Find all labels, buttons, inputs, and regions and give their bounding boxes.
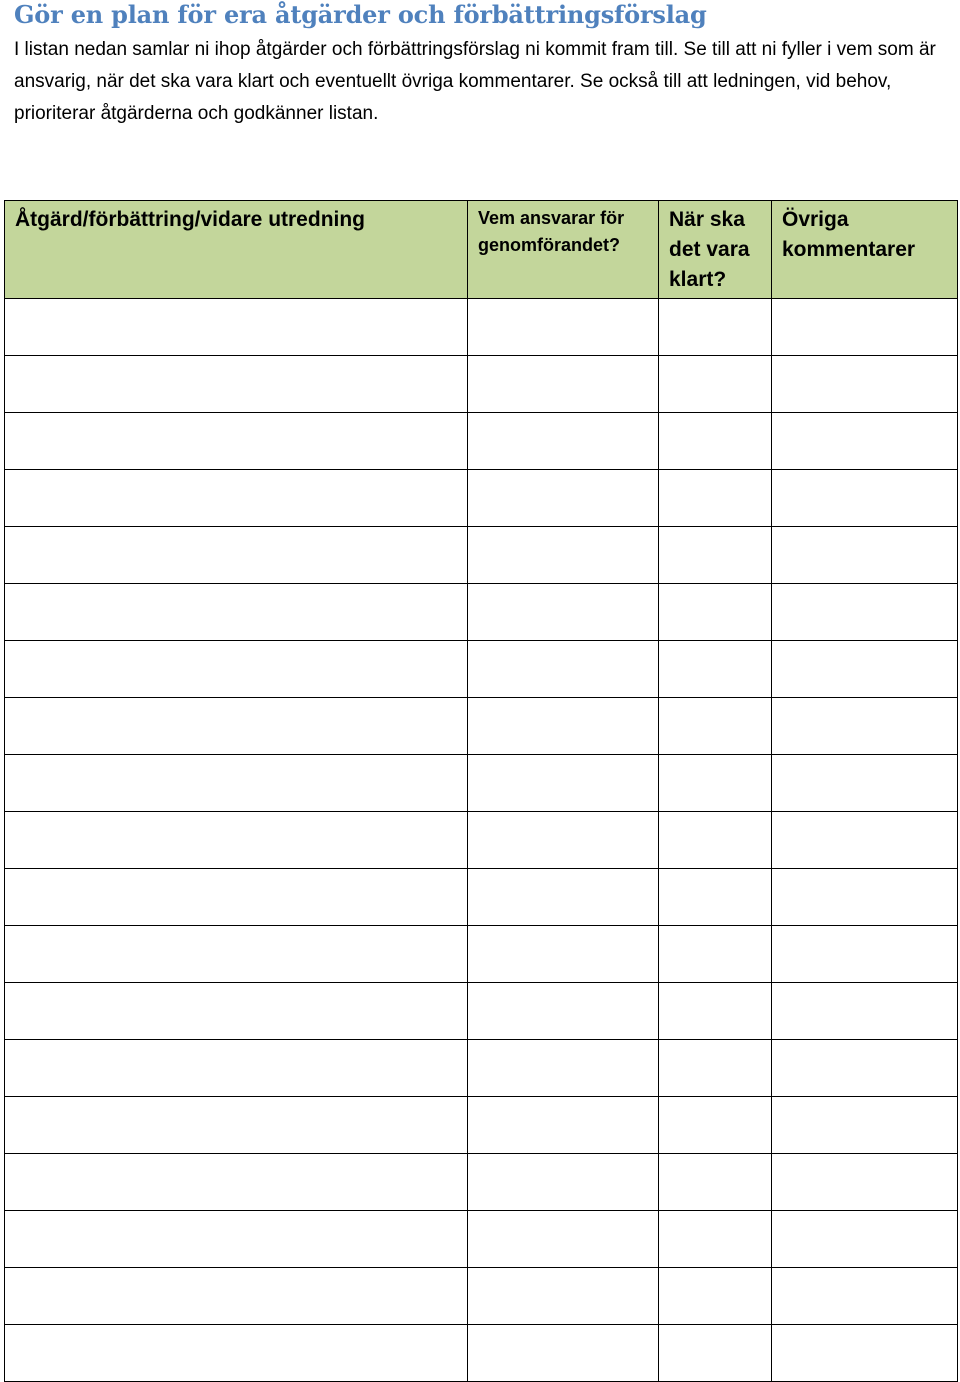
cell-action[interactable]	[5, 299, 468, 356]
cell-comments[interactable]	[772, 1268, 958, 1325]
cell-responsible[interactable]	[468, 1097, 659, 1154]
cell-comments[interactable]	[772, 698, 958, 755]
cell-deadline[interactable]	[659, 698, 772, 755]
cell-comments[interactable]	[772, 1097, 958, 1154]
cell-responsible[interactable]	[468, 1325, 659, 1382]
cell-deadline[interactable]	[659, 413, 772, 470]
cell-comments[interactable]	[772, 527, 958, 584]
cell-comments[interactable]	[772, 470, 958, 527]
cell-responsible[interactable]	[468, 470, 659, 527]
cell-deadline[interactable]	[659, 1040, 772, 1097]
cell-responsible[interactable]	[468, 926, 659, 983]
cell-comments[interactable]	[772, 413, 958, 470]
table-header-row	[5, 201, 958, 299]
cell-deadline[interactable]	[659, 926, 772, 983]
cell-action[interactable]	[5, 584, 468, 641]
cell-deadline[interactable]	[659, 1154, 772, 1211]
cell-responsible[interactable]	[468, 869, 659, 926]
header-cell-deadline	[659, 201, 772, 299]
cell-comments[interactable]	[772, 356, 958, 413]
cell-action[interactable]	[5, 1097, 468, 1154]
table-row	[5, 584, 958, 641]
table-row	[5, 812, 958, 869]
cell-deadline[interactable]	[659, 755, 772, 812]
table-row	[5, 1325, 958, 1382]
cell-comments[interactable]	[772, 1211, 958, 1268]
cell-responsible[interactable]	[468, 413, 659, 470]
cell-comments[interactable]	[772, 926, 958, 983]
cell-action[interactable]	[5, 356, 468, 413]
table-row	[5, 1268, 958, 1325]
cell-responsible[interactable]	[468, 356, 659, 413]
header-action-label: Åtgärd/förbättring/vidare utredning	[15, 208, 366, 231]
cell-comments[interactable]	[772, 812, 958, 869]
intro-paragraph: I listan nedan samlar ni ihop åtgärder och förbättringsförslag ni kommit fram till. Se till att ni fyller i vem som är ansvarig, när det ska vara klart och eventuellt övriga kommentarer. Se också till att ledningen, vid behov, prioriterar åtgärderna och godkänner listan.	[14, 39, 936, 124]
cell-action[interactable]	[5, 755, 468, 812]
header-responsible-label: Vem ansvarar för genomförandet?	[478, 208, 625, 255]
cell-comments[interactable]	[772, 983, 958, 1040]
cell-action[interactable]	[5, 812, 468, 869]
table-row	[5, 869, 958, 926]
cell-responsible[interactable]	[468, 527, 659, 584]
cell-comments[interactable]	[772, 584, 958, 641]
cell-deadline[interactable]	[659, 983, 772, 1040]
page-title: Gör en plan för era åtgärder och förbättringsförslag	[14, 0, 707, 29]
table-row	[5, 356, 958, 413]
cell-deadline[interactable]	[659, 584, 772, 641]
table-row	[5, 926, 958, 983]
table-row	[5, 641, 958, 698]
cell-comments[interactable]	[772, 755, 958, 812]
header-cell-action	[5, 201, 468, 299]
table-row	[5, 527, 958, 584]
table-row	[5, 1154, 958, 1211]
cell-responsible[interactable]	[468, 584, 659, 641]
cell-deadline[interactable]	[659, 1211, 772, 1268]
table-row	[5, 1097, 958, 1154]
header-deadline-label: När ska det vara klart?	[669, 208, 750, 291]
cell-action[interactable]	[5, 1268, 468, 1325]
table-row	[5, 1211, 958, 1268]
table-row	[5, 1040, 958, 1097]
cell-action[interactable]	[5, 470, 468, 527]
cell-action[interactable]	[5, 1040, 468, 1097]
cell-action[interactable]	[5, 1325, 468, 1382]
cell-deadline[interactable]	[659, 812, 772, 869]
cell-responsible[interactable]	[468, 1211, 659, 1268]
header-cell-comments	[772, 201, 958, 299]
cell-action[interactable]	[5, 1211, 468, 1268]
header-cell-responsible	[468, 201, 659, 299]
cell-responsible[interactable]	[468, 1268, 659, 1325]
cell-responsible[interactable]	[468, 698, 659, 755]
table-row	[5, 299, 958, 356]
cell-responsible[interactable]	[468, 755, 659, 812]
cell-action[interactable]	[5, 1154, 468, 1211]
cell-deadline[interactable]	[659, 869, 772, 926]
cell-action[interactable]	[5, 926, 468, 983]
cell-deadline[interactable]	[659, 641, 772, 698]
cell-comments[interactable]	[772, 1040, 958, 1097]
cell-deadline[interactable]	[659, 299, 772, 356]
cell-responsible[interactable]	[468, 299, 659, 356]
table-row	[5, 983, 958, 1040]
cell-action[interactable]	[5, 641, 468, 698]
cell-comments[interactable]	[772, 1325, 958, 1382]
cell-deadline[interactable]	[659, 1097, 772, 1154]
cell-responsible[interactable]	[468, 983, 659, 1040]
table-row	[5, 755, 958, 812]
cell-action[interactable]	[5, 413, 468, 470]
table-body	[5, 299, 958, 1382]
cell-action[interactable]	[5, 983, 468, 1040]
cell-comments[interactable]	[772, 1154, 958, 1211]
cell-deadline[interactable]	[659, 1325, 772, 1382]
cell-action[interactable]	[5, 869, 468, 926]
table-row	[5, 413, 958, 470]
cell-comments[interactable]	[772, 299, 958, 356]
cell-action[interactable]	[5, 527, 468, 584]
cell-comments[interactable]	[772, 641, 958, 698]
header-comments-label: Övriga kommentarer	[782, 208, 916, 261]
cell-action[interactable]	[5, 698, 468, 755]
cell-deadline[interactable]	[659, 470, 772, 527]
action-plan-table	[4, 200, 958, 1382]
cell-deadline[interactable]	[659, 356, 772, 413]
table-row	[5, 470, 958, 527]
cell-responsible[interactable]	[468, 641, 659, 698]
cell-deadline[interactable]	[659, 527, 772, 584]
table-row	[5, 698, 958, 755]
cell-responsible[interactable]	[468, 812, 659, 869]
cell-comments[interactable]	[772, 869, 958, 926]
cell-responsible[interactable]	[468, 1040, 659, 1097]
cell-responsible[interactable]	[468, 1154, 659, 1211]
cell-deadline[interactable]	[659, 1268, 772, 1325]
